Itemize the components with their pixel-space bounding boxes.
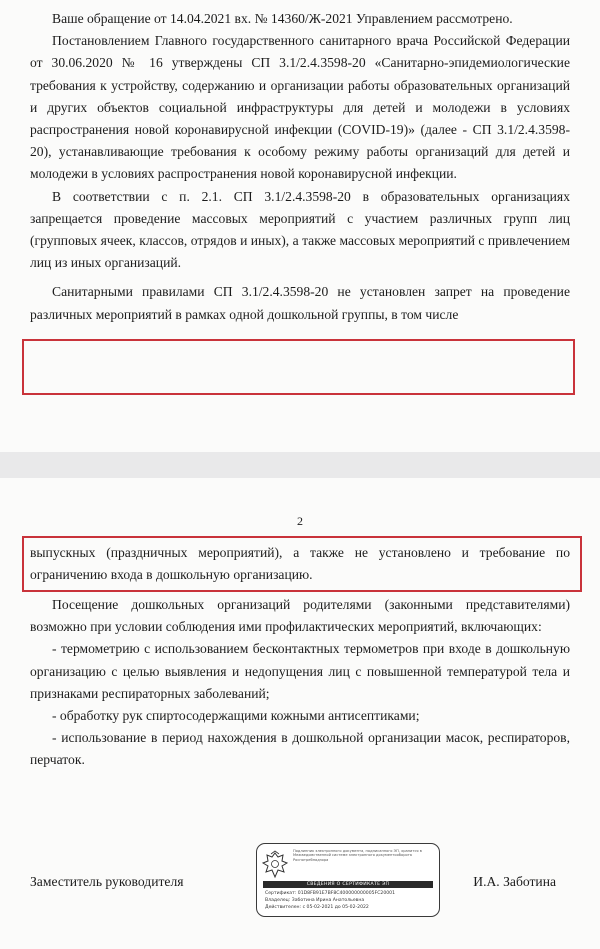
paragraph-resolution: Постановлением Главного государственного санитарного врача Российской Федерации от 30.06.2020 № 16 утверждены СП 3.1/2.4.3598-20 «Санитарно-эпидемиологические требования к устройству, содержанию и организации работы образовательных организаций и других объектов социальной инфраструктуры для детей и молодежи в условиях распространения новой коронавирусной инфекции (COVID-19)» (далее - СП 3.1/2.4.3598-20), устанавливающие требования к особому режиму работы организаций для детей и молодежи в условиях распространения новой коронавирусной инфекции. [30, 33, 570, 182]
list-item-masks: - использование в период нахождения в дошкольной организации масок, респираторов, перчаток. [30, 730, 570, 768]
highlighted-text: выпускных (праздничных мероприятий), а также не установлено и требование по ограничению входа в дошкольную организацию. [30, 545, 570, 583]
document-page-2 [0, 478, 600, 949]
highlight-box-page1 [22, 339, 575, 395]
stamp-header: Подлинник электронного документа, подписанного ЭП, хранится в Межведомственной системе электронного документооборота Роспотребнадзора [293, 849, 422, 862]
stamp-validity: Действителен: с 05-02-2021 до 05-02-2022 [265, 905, 369, 910]
paragraph-restrictions: В соответствии с п. 2.1. СП 3.1/2.4.3598-20 в образовательных организациях запрещается проведение массовых мероприятий с участием различных групп лиц (групповых ячеек, классов, отрядов и иных), а также массовых мероприятий с привлечением лиц из иных организаций. [30, 188, 570, 271]
coat-of-arms-icon [261, 850, 289, 880]
electronic-signature-stamp [256, 843, 440, 917]
stamp-certificate: Сертификат: 01D8FB91E7BF8C400000000005FC20001 [265, 891, 396, 896]
page2-text [30, 594, 570, 772]
list-item-thermometry: - термометрию с использованием бесконтактных термометров при входе в дошкольную организацию с целью выявления и недопущения лиц с повышенной температурой тела и признаками респираторных заболеваний; [30, 641, 570, 701]
paragraph-visits: Посещение дошкольных организаций родителями (законными представителями) возможно при условии соблюдения ими профилактических мероприятий, включающих: [30, 597, 570, 635]
document-page-1 [0, 0, 600, 452]
page-number: 2 [297, 514, 303, 528]
page1-text [30, 8, 570, 326]
list-item-antiseptics: - обработку рук спиртосодержащими кожными антисептиками; [52, 708, 420, 724]
signatory-name: И.А. Заботина [473, 874, 556, 889]
stamp-owner: Владелец: Заботина Ирина Анатольевна [265, 898, 365, 903]
paragraph-request: Ваше обращение от 14.04.2021 вх. № 14360/Ж-2021 Управлением рассмотрено. [52, 11, 513, 26]
stamp-title: СВЕДЕНИЯ О СЕРТИФИКАТЕ ЭП [263, 881, 433, 888]
signatory-position: Заместитель руководителя [30, 874, 184, 889]
paragraph-highlighted-start: Санитарными правилами СП 3.1/2.4.3598-20 не установлен запрет на проведение различных мероприятий в рамках одной дошкольной группы, в том числе [30, 284, 570, 322]
highlighted-paragraph [30, 542, 570, 586]
